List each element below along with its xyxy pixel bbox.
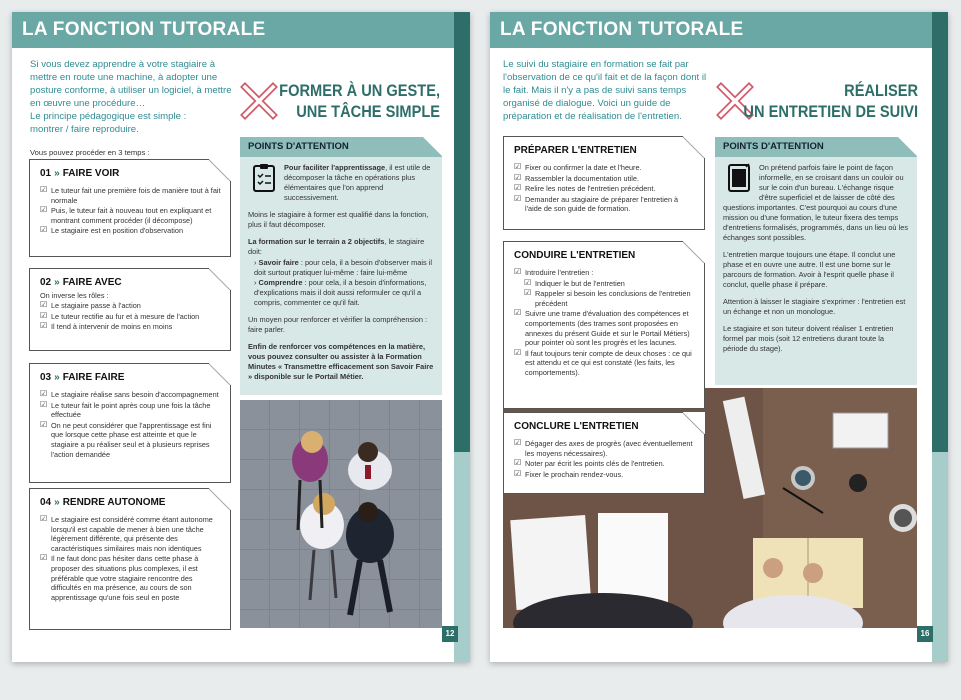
attention-panel: [715, 137, 917, 385]
list-item: ☑ Fixer le prochain rendez-vous.: [514, 470, 696, 480]
attention-paragraph: Moins le stagiaire à former est qualifié dans la fonction, plus il faut décomposer.: [248, 210, 429, 229]
attention-paragraph: Le stagiaire et son tuteur doivent réaliser 1 entretien formel par mois (soit 12 entretiens durant toute la période du stage).: [723, 324, 894, 353]
title-line: RÉALISER: [844, 81, 918, 100]
list-item: ☑ Relire les notes de l'entretien précédent.: [514, 184, 696, 194]
step-box: [29, 363, 231, 483]
chevron-icon: »: [54, 372, 60, 383]
list-item: ☑ Puis, le tuteur fait à nouveau tout en expliquant et montrant comment procéder (il décompose): [40, 206, 222, 225]
step-lead: On inverse les rôles :: [40, 291, 109, 300]
checklist-icon: [252, 163, 276, 193]
list-item: ☑ Rassembler la documentation utile.: [514, 174, 696, 184]
attention-paragraph: La formation sur le terrain a 2 objectifs, le stagiaire doit:: [248, 237, 425, 256]
list-item: ☑ On ne peut considérer que l'apprentissage est fini que lorsque cette phase est atteinte et que le stagiaire a pu réaliser seul et à plusieurs reprises l'action demandée: [40, 421, 222, 459]
list-item: ☑ Le stagiaire réalise sans besoin d'accompagnement: [40, 390, 222, 400]
title-line: FORMER À UN GESTE,: [279, 81, 440, 100]
list-item: ☑ Le stagiaire passe à l'action: [40, 301, 222, 311]
list-item: ☑ Indiquer le but de l'entretien: [524, 279, 696, 289]
list-item: ☑ Le stagiaire est considéré comme étant autonome lorsqu'il est capable de mener à bien une tâche légèrement différente, qui présente des caractéristiques similaires mais non identiques: [40, 515, 222, 553]
page-number: 12: [442, 626, 458, 642]
list-item: ☑ Le stagiaire est en position d'observation: [40, 226, 222, 236]
banner-title: LA FONCTION TUTORALE: [500, 19, 744, 40]
objective-item: › Comprendre : pour cela, il a besoin d'informations, d'explications mais il doit aussi reformuler ce qu'il a compris, commenter ce qu'il fait.: [254, 278, 427, 307]
list-item: ☑ Rappeler si besoin les conclusions de l'entretien précédent: [524, 289, 696, 308]
left-page: [12, 12, 470, 662]
list-item: ☑ Il ne faut donc pas hésiter dans cette phase à proposer des situations plus complexes, il est préférable que votre stagiaire rencontre des difficultés en ma présence, au cours de son apprentissage qu'une fois seul en poste: [40, 554, 222, 602]
attention-title: POINTS D'ATTENTION: [248, 141, 349, 152]
step-title: CONCLURE L'ENTRETIEN: [514, 421, 639, 432]
attention-paragraph: Enfin de renforcer vos compétences en la matière, vous pouvez consulter ou assister à la Formation Minutes « Transmettre efficacement son Savoir Faire » disponible sur le Portail Métier.: [248, 342, 434, 381]
banner-title: LA FONCTION TUTORALE: [22, 19, 266, 40]
attention-paragraph: Un moyen pour renforcer et vérifier la compréhension : faire parler.: [248, 315, 428, 334]
intro-text: [30, 58, 242, 136]
step-title: 03 » FAIRE FAIRE: [40, 372, 125, 383]
list-item: ☑ Le tuteur fait une première fois de manière tout à fait normale: [40, 186, 222, 205]
step-box: [29, 159, 231, 257]
side-color-bar: [454, 12, 470, 662]
chevron-icon: »: [54, 277, 60, 288]
intro-principle: Le principe pédagogique est simple :: [30, 111, 187, 122]
list-item: ☑ Le tuteur rectifie au fur et à mesure de l'action: [40, 312, 222, 322]
step-title: 02 » FAIRE AVEC: [40, 277, 122, 288]
page-number: 16: [917, 626, 933, 642]
right-page: [490, 12, 948, 662]
attention-paragraph: L'entretien marque toujours une étape. Il conclut une phase et en ouvre une autre. Il est une borne sur le parcours de formation. Avoir à l'esprit quelle phase il conclut, quelle phase il prépare.: [723, 250, 896, 289]
intro-text: [503, 58, 715, 123]
chevron-icon: »: [54, 497, 60, 508]
chevron-icon: »: [54, 168, 60, 179]
intro-principle-detail: montrer / faire reproduire.: [30, 124, 139, 135]
list-item: ☑ Il tend à intervenir de moins en moins: [40, 322, 222, 332]
steps-intro: Vous pouvez procéder en 3 temps :: [30, 148, 150, 157]
attention-header: [715, 137, 917, 157]
attention-paragraph: Attention à laisser le stagiaire s'exprimer : l'entretien est un échange et non un monologue.: [723, 297, 906, 316]
list-item: ☑ Suivre une trame d'évaluation des compétences et comportements (des trames sont proposées en annexes du présent Guide et sur le Portail Métiers) pour pointer où sont les progrès et les lacunes.: [514, 309, 696, 347]
cross-icon: [240, 82, 278, 120]
title-line: UNE TÂCHE SIMPLE: [296, 102, 440, 121]
page-banner: [490, 12, 932, 48]
intro-paragraph: Si vous devez apprendre à votre stagiaire à mettre en route une machine, à adopter une posture conforme, à utiliser un logiciel, à mettre en œuvre une procédure…: [30, 59, 232, 109]
attention-panel: [240, 137, 442, 395]
step-box: [29, 268, 231, 351]
attention-title: POINTS D'ATTENTION: [723, 141, 824, 152]
meeting-photo: [240, 400, 442, 628]
page-banner: [12, 12, 454, 48]
attention-header: [240, 137, 442, 157]
attention-paragraph: On prétend parfois faire le point de façon informelle, en se croisant dans un couloir ou sur le coin d'un bureau. L'échange risque d'être superficiel et de laisser de côté des questions importantes. C'est pourquoi au cours d'une mission ou d'une formation, le tuteur fixera des temps d'entretiens formalisés, programmés, dans un lieu où les échanges sont possibles.: [723, 163, 909, 242]
step-box: [29, 488, 231, 630]
side-color-bar: [932, 12, 948, 662]
page-title: [743, 80, 918, 122]
step-title: 04 » RENDRE AUTONOME: [40, 497, 166, 508]
step-box: [503, 136, 705, 230]
step-box: [503, 241, 705, 409]
list-item: ☑ Demander au stagiaire de préparer l'entretien à l'aide de son guide de formation.: [514, 195, 696, 214]
list-item: ☑ Noter par écrit les points clés de l'entretien.: [514, 459, 696, 469]
notepad-icon: [727, 163, 751, 193]
attention-paragraph: Pour faciliter l'apprentissage, il est utile de décomposer la tâche en opérations plus élémentaires que l'on apprend successivement.: [284, 163, 431, 202]
list-item: ☑ Le tuteur fait le point après coup une fois la tâche effectuée: [40, 401, 222, 420]
objective-item: › Savoir faire : pour cela, il a besoin d'observer mais il doit surtout pratiquer lui-même : faire lui-même: [254, 258, 433, 277]
list-item: ☑ Fixer ou confirmer la date et l'heure.: [514, 163, 696, 173]
list-item: ☑ Dégager des axes de progrès (avec éventuellement les moyens nécessaires).: [514, 439, 696, 458]
list-item: ☑ Il faut toujours tenir compte de deux choses : ce qui est attendu et ce qui est constaté (les faits, les comportements).: [514, 349, 696, 378]
step-box: [503, 412, 705, 494]
step-title: PRÉPARER L'ENTRETIEN: [514, 145, 637, 156]
step-title: 01 » FAIRE VOIR: [40, 168, 120, 179]
step-title: CONDUIRE L'ENTRETIEN: [514, 250, 636, 261]
page-title: [279, 80, 440, 122]
intro-paragraph: Le suivi du stagiaire en formation se fait par l'observation de ce qu'il fait et de la façon dont il le fait. Mais il n'y a pas de suivi sans temps organisé de dialogue. Voici un guide de préparation et de réalisation de l'entretien.: [503, 59, 707, 122]
title-line: UN ENTRETIEN DE SUIVI: [743, 102, 918, 121]
list-item: ☑ Introduire l'entretien :: [514, 268, 696, 278]
